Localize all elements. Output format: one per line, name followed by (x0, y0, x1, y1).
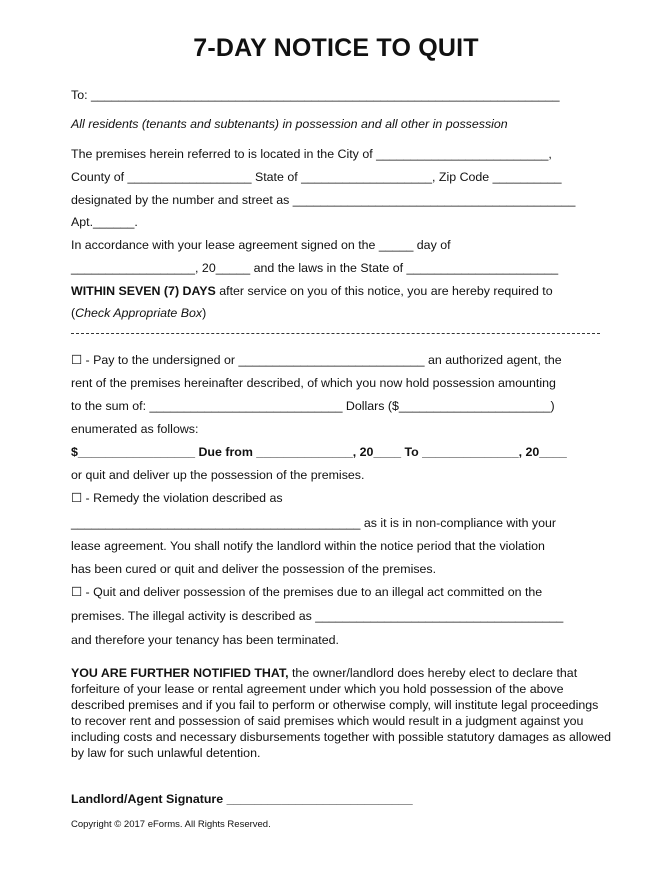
further-notified-text: the owner/landlord does hereby elect to declare that forfeiture of your lease or rental agreement under which you hold possession of the above described premises and if you fail to perform or otherwise comply, will institute legal proceedings to recover rent and possession of said premises which would result in a judgment against you including costs and necessary disbursements together with possible statutory damages as allowed by law for such unlawful detention. (71, 666, 611, 760)
copyright-footer: Copyright © 2017 eForms. All Rights Reserved. (71, 819, 271, 830)
further-notified-bold: YOU ARE FURTHER NOTIFIED THAT, (71, 666, 289, 680)
premises-city-line: The premises herein referred to is located in the City of _________________________, (71, 147, 552, 161)
remedy-option-line-1[interactable]: ☐ - Remedy the violation described as (71, 491, 283, 505)
to-line: To: ____________________________________________________________________ (71, 88, 560, 102)
due-from-to-line: $_________________ Due from ______________, 20____ To ______________, 20____ (71, 445, 567, 459)
page-title: 7-DAY NOTICE TO QUIT (193, 34, 479, 62)
check-box-instruction-italic: Check Appropriate Box (75, 306, 203, 320)
residents-line: All residents (tenants and subtenants) in possession and all other in possession (71, 117, 508, 131)
within-seven-days-line (71, 283, 553, 299)
dashed-divider (71, 333, 600, 334)
within-seven-days-bold: WITHIN SEVEN (7) DAYS (71, 284, 216, 298)
remedy-option-line-2: __________________________________________ as it is in non-compliance with your (71, 516, 557, 530)
pay-option-line-2: rent of the premises hereinafter described, of which you now hold possession amounting (71, 376, 556, 390)
apt-line: Apt.______. (71, 215, 138, 229)
further-notified-paragraph (71, 665, 611, 761)
quit-deliver-line: or quit and deliver up the possession of the premises. (71, 468, 365, 482)
year-state-line: __________________, 20_____ and the laws in the State of ______________________ (71, 261, 559, 275)
illegal-option-line-2: premises. The illegal activity is described as ____________________________________ (71, 609, 564, 623)
pay-option-line-1[interactable]: ☐ - Pay to the undersigned or ___________________________ an authorized agent, the (71, 353, 562, 367)
illegal-option-line-1[interactable]: ☐ - Quit and deliver possession of the premises due to an illegal act committed on the (71, 585, 543, 599)
enumerated-line: enumerated as follows: (71, 422, 199, 436)
street-line: designated by the number and street as _________________________________________ (71, 193, 576, 207)
lease-date-line: In accordance with your lease agreement signed on the _____ day of (71, 238, 451, 252)
within-seven-days-rest: after service on you of this notice, you are hereby required to (215, 284, 553, 298)
check-box-instruction: (Check Appropriate Box) (71, 306, 207, 320)
remedy-option-line-3: lease agreement. You shall notify the landlord within the notice period that the violation (71, 539, 545, 553)
county-state-zip-line: County of __________________ State of ___________________, Zip Code __________ (71, 170, 562, 184)
illegal-option-line-3: and therefore your tenancy has been terminated. (71, 633, 339, 647)
remedy-option-line-4: has been cured or quit and deliver the possession of the premises. (71, 562, 437, 576)
signature-line: Landlord/Agent Signature ___________________________ (71, 792, 413, 806)
pay-option-sum-line: to the sum of: ____________________________ Dollars ($______________________) (71, 399, 555, 413)
